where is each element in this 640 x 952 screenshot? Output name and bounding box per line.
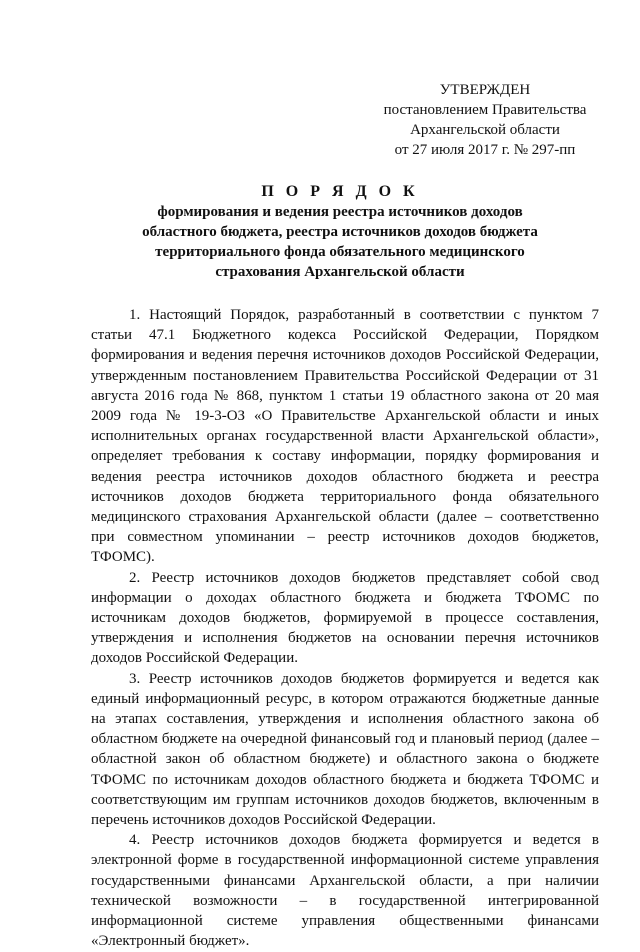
paragraph-1: 1. Настоящий Порядок, разработанный в соответствии с пунктом 7 статьи 47.1 Бюджетного кодекса Российской Федерации, Порядком формирования и ведения перечня источников доходов Российской Федерации, утвержденным постановлением Правительства Российской Федерации от 31 августа 2016 года № 868, пунктом 1 статьи 19 областного закона от 20 мая 2009 года № 19-3-ОЗ «О Правительстве Архангельской области и иных исполнительных органах государственной власти Архангельской области», определяет требования к составу информации, порядку формирования и ведения реестра источников доходов областного бюджета и реестра источников доходов бюджета территориального фонда обязательного медицинского страхования Архангельской области (далее – соответственно при совместном упоминании – реестр источников доходов бюджетов, ТФОМС). <box>91 307 599 566</box>
paragraph-3: 3. Реестр источников доходов бюджетов формируется и ведется как единый информационный ресурс, в котором отражаются бюджетные данные на этапах составления, утверждения и исполнения областного закона об областном бюджете на очередной финансовый год и плановый период (далее – областной закон об областном бюджете) и областного закона о бюджете ТФОМС по источникам доходов областного бюджета и бюджета ТФОМС и соответствующим им группам источников доходов бюджетов, включенным в перечень источников доходов Российской Федерации. <box>91 670 599 829</box>
paragraph-2: 2. Реестр источников доходов бюджетов представляет собой свод информации о доходах областного бюджета и бюджета ТФОМС по источникам доходов бюджетов, формируемой в процессе составления, утверждения и исполнения бюджетов на основании перечня источников доходов Российской Федерации. <box>91 569 599 667</box>
approval-title: УТВЕРЖДЕН <box>439 82 531 98</box>
title-line-3: территориального фонда обязательного медицинского <box>155 244 525 260</box>
approval-decree: постановлением Правительства <box>383 102 587 118</box>
approval-stamp <box>370 80 600 160</box>
title-line-2: областного бюджета, реестра источников доходов бюджета <box>142 224 538 240</box>
title-heading: П О Р Я Д О К <box>261 183 419 200</box>
document-body <box>91 305 599 952</box>
document-title <box>80 182 600 282</box>
paragraph-4: 4. Реестр источников доходов бюджета формируется и ведется в электронной форме в государственной информационной системе управления государственными финансами Архангельской области, а при наличии технической возможности – в государственной интегрированной информационной системе управления общественными финансами «Электронный бюджет». <box>91 832 599 950</box>
title-line-4: страхования Архангельской области <box>215 264 465 280</box>
title-line-1: формирования и ведения реестра источников доходов <box>157 204 523 220</box>
approval-date: от 27 июля 2017 г. № 297-пп <box>394 142 576 158</box>
approval-region: Архангельской области <box>410 122 560 138</box>
